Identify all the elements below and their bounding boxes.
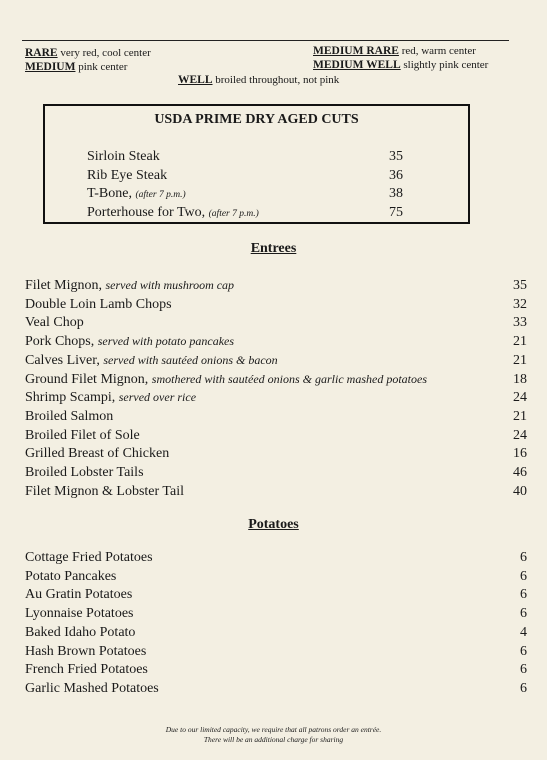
entree-label: Calves Liver, [25,352,104,368]
entree-price: 46 [513,465,527,480]
potato-row [25,606,527,624]
potato-name: Hash Brown Potatoes [25,643,147,659]
potato-price: 6 [520,587,527,603]
entree-label: Broiled Filet of Sole [25,427,140,443]
potato-row [25,625,527,643]
entree-label: Broiled Lobster Tails [25,465,144,480]
entree-label: Broiled Salmon [25,408,114,424]
entree-price: 21 [513,334,527,350]
prime-cut-name [87,205,259,221]
potato-row [25,644,527,662]
prime-cut-label: Porterhouse for Two, [87,205,209,220]
prime-cut-note: (after 7 p.m.) [135,190,186,200]
potato-name: Garlic Mashed Potatoes [25,680,159,696]
potato-row [25,569,527,587]
entree-row [25,372,527,390]
entree-label: Shrimp Scampi, [25,390,119,406]
entree-price: 21 [513,408,527,424]
footer-line-1: Due to our limited capacity, we require that all patrons order an entrée. [165,725,382,734]
potato-name: French Fried Potatoes [25,662,148,678]
prime-cut-row [87,149,427,167]
prime-cut-price: 35 [389,149,403,164]
entree-price: 21 [513,352,527,368]
entree-label: Ground Filet Mignon, [25,371,152,387]
entree-price: 18 [513,371,527,387]
potato-row [25,587,527,605]
entree-name [25,484,184,500]
prime-cut-label: Rib Eye Steak [87,168,168,183]
entree-row [25,315,527,333]
entree-price: 16 [513,446,527,462]
entree-row [25,446,527,464]
prime-cuts-title: USDA PRIME DRY AGED CUTS [154,112,359,127]
potato-row [25,662,527,680]
potato-price: 6 [520,680,527,696]
prime-cut-row [87,168,427,186]
prime-cut-row [87,186,427,204]
prime-cut-row [87,205,427,223]
entree-row [25,484,527,502]
entree-name [25,446,169,462]
entree-name [25,409,113,425]
entree-price: 40 [513,483,527,499]
potato-price: 6 [520,606,527,622]
entree-name [25,390,196,406]
prime-cut-label: T-Bone, [87,186,136,201]
entree-name [25,315,84,331]
entree-name [25,278,234,294]
potato-price: 4 [520,624,527,640]
entree-price: 35 [513,278,527,293]
prime-cut-name [87,186,186,202]
entree-name [25,334,234,350]
prime-cut-price: 38 [389,186,403,201]
footer-note [0,725,547,745]
doneness-rare: RARE very red, cool center [25,47,151,59]
doneness-medium: MEDIUM pink center [25,61,128,73]
entree-row [25,465,527,483]
entree-note: served with mushroom cap [105,278,235,292]
entree-note: served over rice [118,390,197,405]
entree-price: 24 [513,427,527,443]
prime-cut-price: 36 [389,168,403,183]
entree-name [25,465,144,481]
prime-cut-name [87,168,167,184]
prime-cut-price: 75 [389,205,403,220]
footer-line-2: There will be an additional charge for sharing [203,735,344,744]
entree-row [25,428,527,446]
entree-note: served with sautéed onions & bacon [103,352,278,367]
entree-name [25,353,278,369]
entree-price: 32 [513,296,527,312]
entree-label: Grilled Breast of Chicken [25,446,170,462]
prime-cut-label: Sirloin Steak [87,149,160,164]
potato-name: Cottage Fried Potatoes [25,550,153,565]
entree-note: served with potato pancakes [97,334,235,349]
doneness-medium-rare: MEDIUM RARE red, warm center [313,45,476,57]
entree-name [25,372,427,388]
potato-price: 6 [520,643,527,659]
entree-name [25,428,140,444]
potato-price: 6 [520,550,527,565]
entree-label: Filet Mignon, [25,278,106,293]
potato-name: Au Gratin Potatoes [25,587,133,603]
entree-label: Filet Mignon & Lobster Tail [25,483,184,499]
prime-cuts-box [43,104,470,224]
entree-name [25,297,172,313]
potato-row [25,681,527,699]
potatoes-heading: Potatoes [248,517,299,532]
entree-row [25,409,527,427]
doneness-medium-well: MEDIUM WELL slightly pink center [313,59,489,71]
entrees-heading: Entrees [250,241,297,256]
entree-label: Veal Chop [25,315,84,331]
entree-row [25,334,527,352]
potato-row [25,550,527,568]
potato-name: Lyonnaise Potatoes [25,606,134,622]
entree-price: 24 [513,390,527,406]
doneness-well: WELL broiled throughout, not pink [178,74,340,86]
entree-row [25,297,527,315]
entree-row [25,390,527,408]
entree-label: Pork Chops, [25,334,98,350]
entree-label: Double Loin Lamb Chops [25,296,172,312]
entree-price: 33 [513,315,527,331]
top-divider [22,40,509,41]
prime-cut-note: (after 7 p.m.) [208,209,259,219]
potato-price: 6 [520,568,527,584]
potato-price: 6 [520,662,527,678]
entree-note: smothered with sautéed onions & garlic mashed potatoes [151,371,427,386]
prime-cut-name [87,149,160,165]
potato-name: Potato Pancakes [25,568,117,584]
potato-name: Baked Idaho Potato [25,624,136,640]
entree-row [25,353,527,371]
entree-row [25,278,527,296]
